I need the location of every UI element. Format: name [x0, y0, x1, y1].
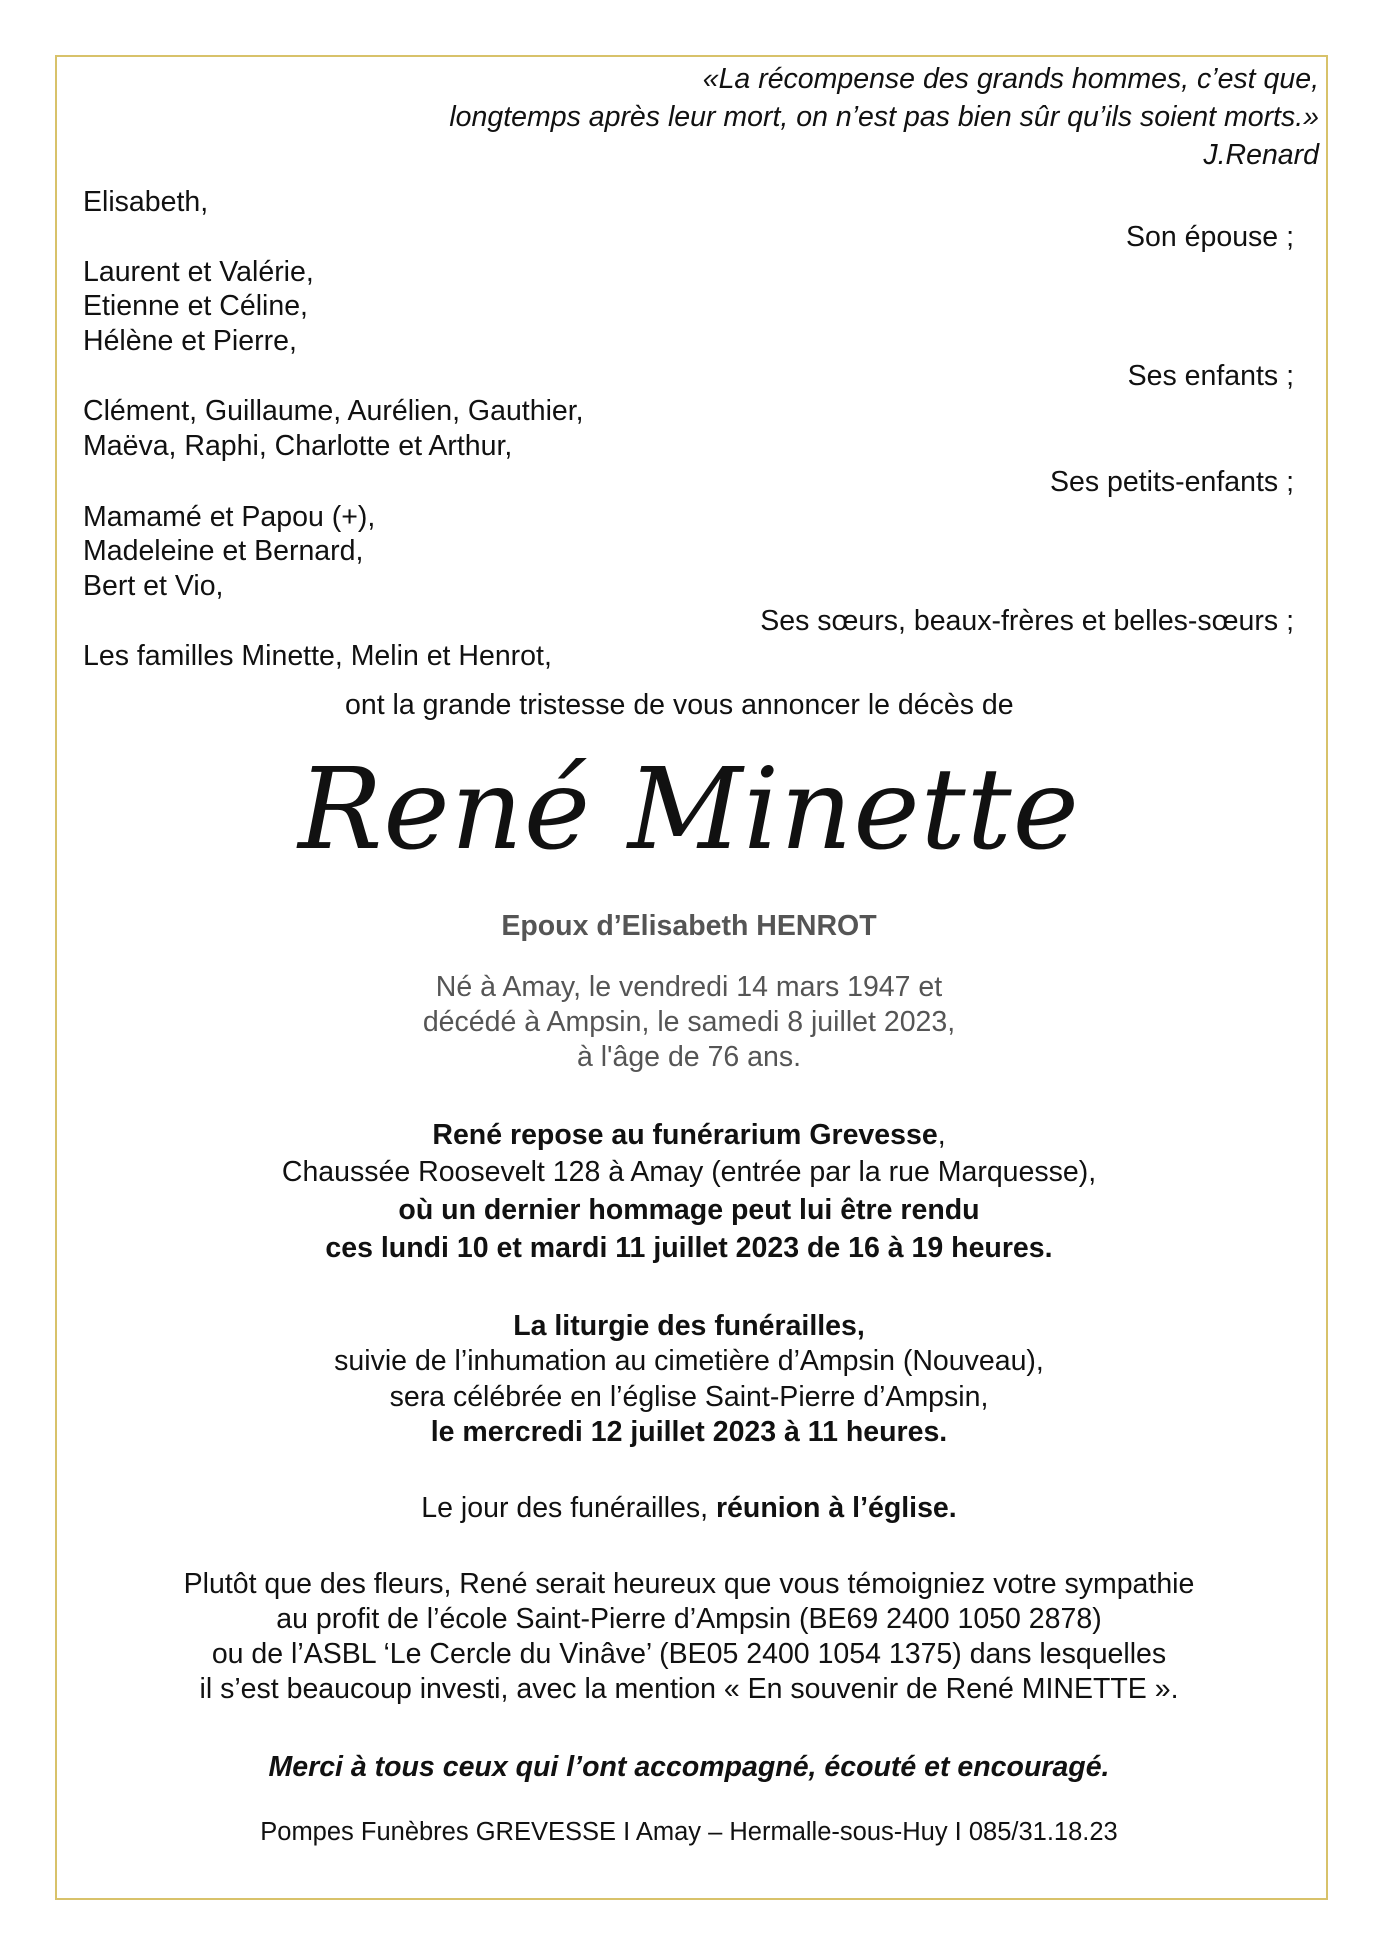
funeral-church: sera célébrée en l’église Saint-Pierre d’Ampsin,: [389, 1381, 989, 1413]
quote-author: J.Renard: [1203, 139, 1319, 171]
sibling-name: Madeleine et Bernard,: [83, 535, 364, 567]
spouse-of: Epoux d’Elisabeth HENROT: [501, 910, 877, 942]
visitation-place: [0, 1118, 1378, 1152]
age-line: à l'âge de 76 ans.: [576, 1041, 802, 1073]
meeting-bold: réunion à l’église.: [715, 1492, 957, 1524]
deceased-name: René Minette: [298, 745, 1080, 875]
spouse-names: Elisabeth,: [83, 186, 209, 218]
visitation-tribute: où un dernier hommage peut lui être rendu: [398, 1194, 980, 1226]
funeral-datetime: le mercredi 12 juillet 2023 à 11 heures.: [430, 1416, 948, 1448]
child-name: Laurent et Valérie,: [83, 256, 314, 288]
children-label: Ses enfants ;: [1127, 360, 1294, 392]
donation-line: ou de l’ASBL ‘Le Cercle du Vinâve’ (BE05 2400 1054 1375) dans lesquelles: [211, 1638, 1167, 1670]
child-name: Hélène et Pierre,: [83, 325, 297, 357]
birth-line: Né à Amay, le vendredi 14 mars 1947 et: [435, 971, 943, 1003]
siblings-label: Ses sœurs, beaux-frères et belles-sœurs ;: [760, 605, 1294, 637]
spouse-label: Son épouse ;: [1126, 221, 1294, 253]
families-line: Les familles Minette, Melin et Henrot,: [83, 640, 552, 672]
announcement-text: ont la grande tristesse de vous annoncer le décès de: [345, 689, 1014, 721]
donation-line: au profit de l’école Saint-Pierre d’Ampsin (BE69 2400 1050 2878): [276, 1603, 1102, 1635]
grandchildren-line: Maëva, Raphi, Charlotte et Arthur,: [83, 430, 513, 462]
meeting-line: [0, 1491, 1378, 1525]
visitation-address: Chaussée Roosevelt 128 à Amay (entrée par la rue Marquesse),: [281, 1156, 1097, 1188]
thanks-line: Merci à tous ceux qui l’ont accompagné, écouté et encouragé.: [268, 1751, 1110, 1783]
quote-line-1: «La récompense des grands hommes, c’est que,: [702, 63, 1319, 95]
meeting-prefix: Le jour des funérailles,: [421, 1492, 716, 1524]
funeral-title: La liturgie des funérailles,: [513, 1310, 865, 1342]
grandchildren-label: Ses petits-enfants ;: [1050, 466, 1294, 498]
footer-line: Pompes Funèbres GREVESSE I Amay – Hermalle-sous-Huy I 085/31.18.23: [260, 1818, 1118, 1846]
funeral-burial: suivie de l’inhumation au cimetière d’Ampsin (Nouveau),: [334, 1345, 1044, 1377]
sibling-name: Mamamé et Papou (+),: [83, 501, 376, 533]
grandchildren-line: Clément, Guillaume, Aurélien, Gauthier,: [83, 395, 584, 427]
death-line: décédé à Ampsin, le samedi 8 juillet 2023,: [422, 1006, 956, 1038]
visitation-place-bold: René repose au funérarium Grevesse: [432, 1119, 938, 1151]
child-name: Etienne et Céline,: [83, 290, 308, 322]
visitation-place-comma: ,: [937, 1119, 946, 1151]
donation-line: il s’est beaucoup investi, avec la mention « En souvenir de René MINETTE ».: [199, 1673, 1179, 1705]
quote-line-2: longtemps après leur mort, on n’est pas bien sûr qu’ils soient morts.»: [449, 101, 1319, 133]
sibling-name: Bert et Vio,: [83, 570, 224, 602]
visitation-dates: ces lundi 10 et mardi 11 juillet 2023 de 16 à 19 heures.: [325, 1232, 1053, 1264]
donation-line: Plutôt que des fleurs, René serait heureux que vous témoigniez votre sympathie: [183, 1568, 1195, 1600]
